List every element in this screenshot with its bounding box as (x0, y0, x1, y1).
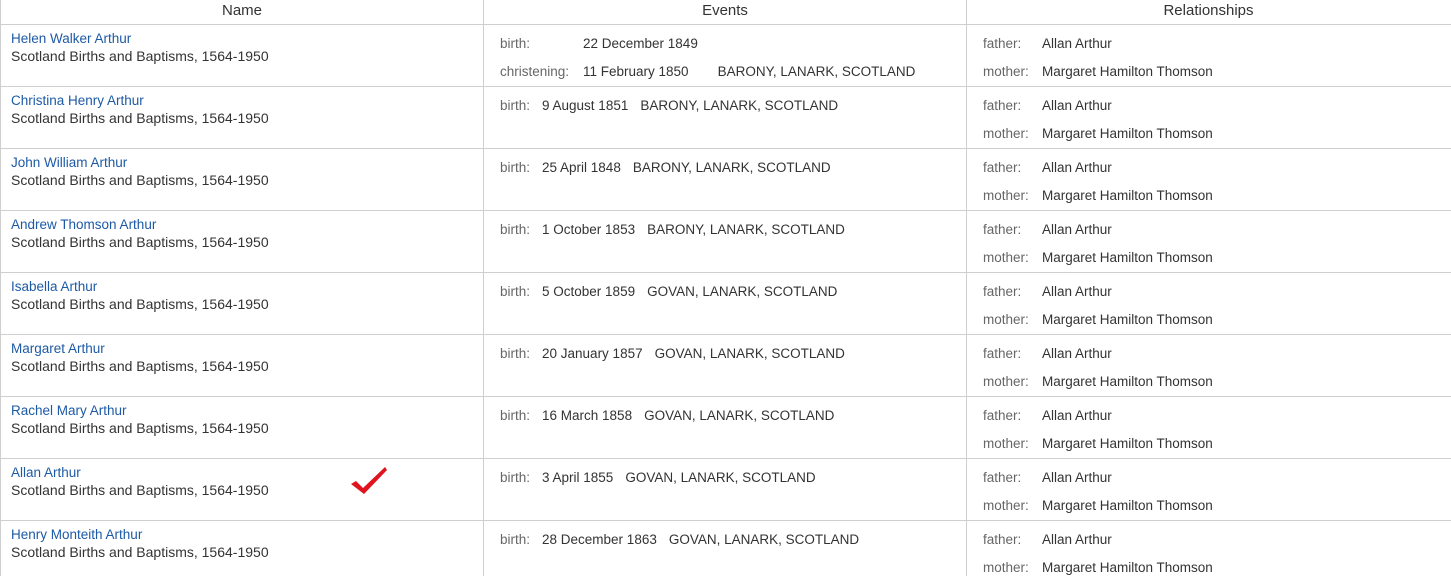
mother-relationship (983, 64, 1213, 79)
event-label: birth: (500, 532, 531, 547)
event-date: 3 April 1855 (542, 470, 614, 485)
father-name: Allan Arthur (1042, 470, 1112, 485)
relationships-cell (967, 521, 1450, 576)
mother-label: mother: (983, 312, 1029, 327)
event-label: birth: (500, 470, 531, 485)
mother-name: Margaret Hamilton Thomson (1042, 250, 1213, 265)
table-row (1, 397, 1451, 459)
events-cell (484, 521, 967, 576)
mother-relationship (983, 188, 1213, 203)
event-date: 5 October 1859 (542, 284, 636, 299)
father-name: Allan Arthur (1042, 36, 1112, 51)
father-label: father: (983, 346, 1022, 361)
event-label: birth: (500, 284, 531, 299)
relationships-cell (967, 335, 1450, 396)
events-cell (484, 87, 967, 148)
father-relationship (983, 222, 1112, 237)
relationships-cell (967, 25, 1450, 86)
father-relationship (983, 98, 1112, 113)
relationships-cell (967, 273, 1450, 334)
person-name-link[interactable]: Isabella Arthur (11, 279, 98, 294)
mother-relationship (983, 560, 1213, 575)
person-name-link[interactable]: John William Arthur (11, 155, 128, 170)
event-label: birth: (500, 408, 531, 423)
father-relationship (983, 408, 1112, 423)
event-line (500, 160, 831, 175)
table-row (1, 273, 1451, 335)
event-label: christening: (500, 64, 570, 79)
father-label: father: (983, 470, 1022, 485)
column-header-events[interactable]: Events (484, 0, 967, 24)
relationships-cell (967, 149, 1450, 210)
events-cell (484, 335, 967, 396)
events-cell (484, 25, 967, 86)
column-header-name[interactable]: Name (1, 0, 484, 24)
event-label: birth: (500, 222, 531, 237)
table-row (1, 149, 1451, 211)
father-label: father: (983, 408, 1022, 423)
events-cell (484, 459, 967, 520)
table-body (1, 25, 1451, 576)
father-relationship (983, 346, 1112, 361)
event-date: 22 December 1849 (583, 36, 698, 51)
event-label: birth: (500, 98, 531, 113)
event-date: 1 October 1853 (542, 222, 636, 237)
event-label: birth: (500, 346, 531, 361)
relationships-cell (967, 87, 1450, 148)
father-relationship (983, 284, 1112, 299)
events-cell (484, 273, 967, 334)
event-date: 11 February 1850 (583, 64, 689, 79)
father-label: father: (983, 98, 1022, 113)
mother-label: mother: (983, 64, 1029, 79)
event-line (500, 64, 915, 79)
father-label: father: (983, 36, 1022, 51)
name-cell (1, 521, 484, 576)
event-line (500, 532, 859, 547)
father-relationship (983, 532, 1112, 547)
checkmark-icon (350, 465, 388, 500)
event-line (500, 470, 816, 485)
father-label: father: (983, 284, 1022, 299)
event-label: birth: (500, 36, 531, 51)
name-cell (1, 149, 484, 210)
mother-name: Margaret Hamilton Thomson (1042, 126, 1213, 141)
mother-label: mother: (983, 436, 1029, 451)
event-line (500, 222, 845, 237)
event-line (500, 36, 727, 51)
column-header-relationships[interactable]: Relationships (1163, 2, 1254, 19)
event-place: GOVAN, LANARK, SCOTLAND (625, 470, 816, 485)
father-name: Allan Arthur (1042, 98, 1112, 113)
mother-label: mother: (983, 374, 1029, 389)
event-place: BARONY, LANARK, SCOTLAND (632, 160, 831, 175)
collection-name: Scotland Births and Baptisms, 1564-1950 (11, 234, 269, 250)
collection-name: Scotland Births and Baptisms, 1564-1950 (11, 420, 269, 436)
name-cell (1, 335, 484, 396)
collection-name: Scotland Births and Baptisms, 1564-1950 (11, 482, 269, 498)
event-place: GOVAN, LANARK, SCOTLAND (654, 346, 845, 361)
mother-relationship (983, 312, 1213, 327)
collection-name: Scotland Births and Baptisms, 1564-1950 (11, 544, 269, 560)
person-name-link[interactable]: Rachel Mary Arthur (11, 403, 127, 418)
event-place: GOVAN, LANARK, SCOTLAND (668, 532, 860, 547)
mother-name: Margaret Hamilton Thomson (1042, 498, 1213, 513)
person-name-link[interactable]: Henry Monteith Arthur (11, 527, 143, 542)
father-relationship (983, 470, 1112, 485)
father-name: Allan Arthur (1042, 408, 1112, 423)
table-row (1, 25, 1451, 87)
event-place: BARONY, LANARK, SCOTLAND (640, 98, 839, 113)
mother-name: Margaret Hamilton Thomson (1042, 436, 1213, 451)
collection-name: Scotland Births and Baptisms, 1564-1950 (11, 110, 269, 126)
father-label: father: (983, 222, 1022, 237)
person-name-link[interactable]: Margaret Arthur (11, 341, 105, 356)
mother-label: mother: (983, 250, 1029, 265)
mother-name: Margaret Hamilton Thomson (1042, 374, 1213, 389)
collection-name: Scotland Births and Baptisms, 1564-1950 (11, 358, 269, 374)
event-line (500, 408, 834, 423)
father-label: father: (983, 532, 1022, 547)
table-row (1, 521, 1451, 576)
mother-name: Margaret Hamilton Thomson (1042, 64, 1213, 79)
father-relationship (983, 36, 1112, 51)
event-date: 25 April 1848 (542, 160, 621, 175)
event-line (500, 98, 838, 113)
mother-relationship (983, 250, 1213, 265)
relationships-cell (967, 459, 1450, 520)
collection-name: Scotland Births and Baptisms, 1564-1950 (11, 296, 269, 312)
mother-label: mother: (983, 126, 1029, 141)
table-row (1, 459, 1451, 521)
event-place: GOVAN, LANARK, SCOTLAND (644, 408, 835, 423)
event-date: 9 August 1851 (542, 98, 629, 113)
name-cell (1, 273, 484, 334)
event-label: birth: (500, 160, 531, 175)
name-cell (1, 397, 484, 458)
event-line (500, 346, 845, 361)
relationships-cell (967, 397, 1450, 458)
mother-relationship (983, 126, 1213, 141)
person-name-link[interactable]: Helen Walker Arthur (11, 31, 132, 46)
mother-relationship (983, 498, 1213, 513)
events-cell (484, 149, 967, 210)
table-header (1, 0, 1451, 25)
mother-label: mother: (983, 188, 1029, 203)
collection-name: Scotland Births and Baptisms, 1564-1950 (11, 172, 269, 188)
name-cell (1, 87, 484, 148)
father-name: Allan Arthur (1042, 532, 1112, 547)
father-name: Allan Arthur (1042, 284, 1112, 299)
event-place: BARONY, LANARK, SCOTLAND (717, 64, 916, 79)
event-date: 20 January 1857 (542, 346, 643, 361)
event-date: 28 December 1863 (542, 532, 657, 547)
person-name-link[interactable]: Andrew Thomson Arthur (11, 217, 157, 232)
name-cell (1, 25, 484, 86)
name-cell (1, 211, 484, 272)
events-cell (484, 211, 967, 272)
mother-name: Margaret Hamilton Thomson (1042, 560, 1213, 575)
mother-name: Margaret Hamilton Thomson (1042, 312, 1213, 327)
table-row (1, 87, 1451, 149)
table-row (1, 211, 1451, 273)
mother-label: mother: (983, 560, 1029, 575)
person-name-link[interactable]: Christina Henry Arthur (11, 93, 144, 108)
father-relationship (983, 160, 1112, 175)
event-place: BARONY, LANARK, SCOTLAND (647, 222, 845, 237)
relationships-cell (967, 211, 1450, 272)
mother-label: mother: (983, 498, 1029, 513)
event-place: GOVAN, LANARK, SCOTLAND (647, 284, 838, 299)
collection-name: Scotland Births and Baptisms, 1564-1950 (11, 48, 269, 64)
event-date: 16 March 1858 (542, 408, 633, 423)
person-name-link[interactable]: Allan Arthur (11, 465, 81, 480)
mother-relationship (983, 436, 1213, 451)
father-name: Allan Arthur (1042, 160, 1112, 175)
father-label: father: (983, 160, 1022, 175)
name-cell (1, 459, 484, 520)
mother-relationship (983, 374, 1213, 389)
father-name: Allan Arthur (1042, 222, 1112, 237)
event-line (500, 284, 837, 299)
events-cell (484, 397, 967, 458)
table-row (1, 335, 1451, 397)
mother-name: Margaret Hamilton Thomson (1042, 188, 1213, 203)
father-name: Allan Arthur (1042, 346, 1112, 361)
